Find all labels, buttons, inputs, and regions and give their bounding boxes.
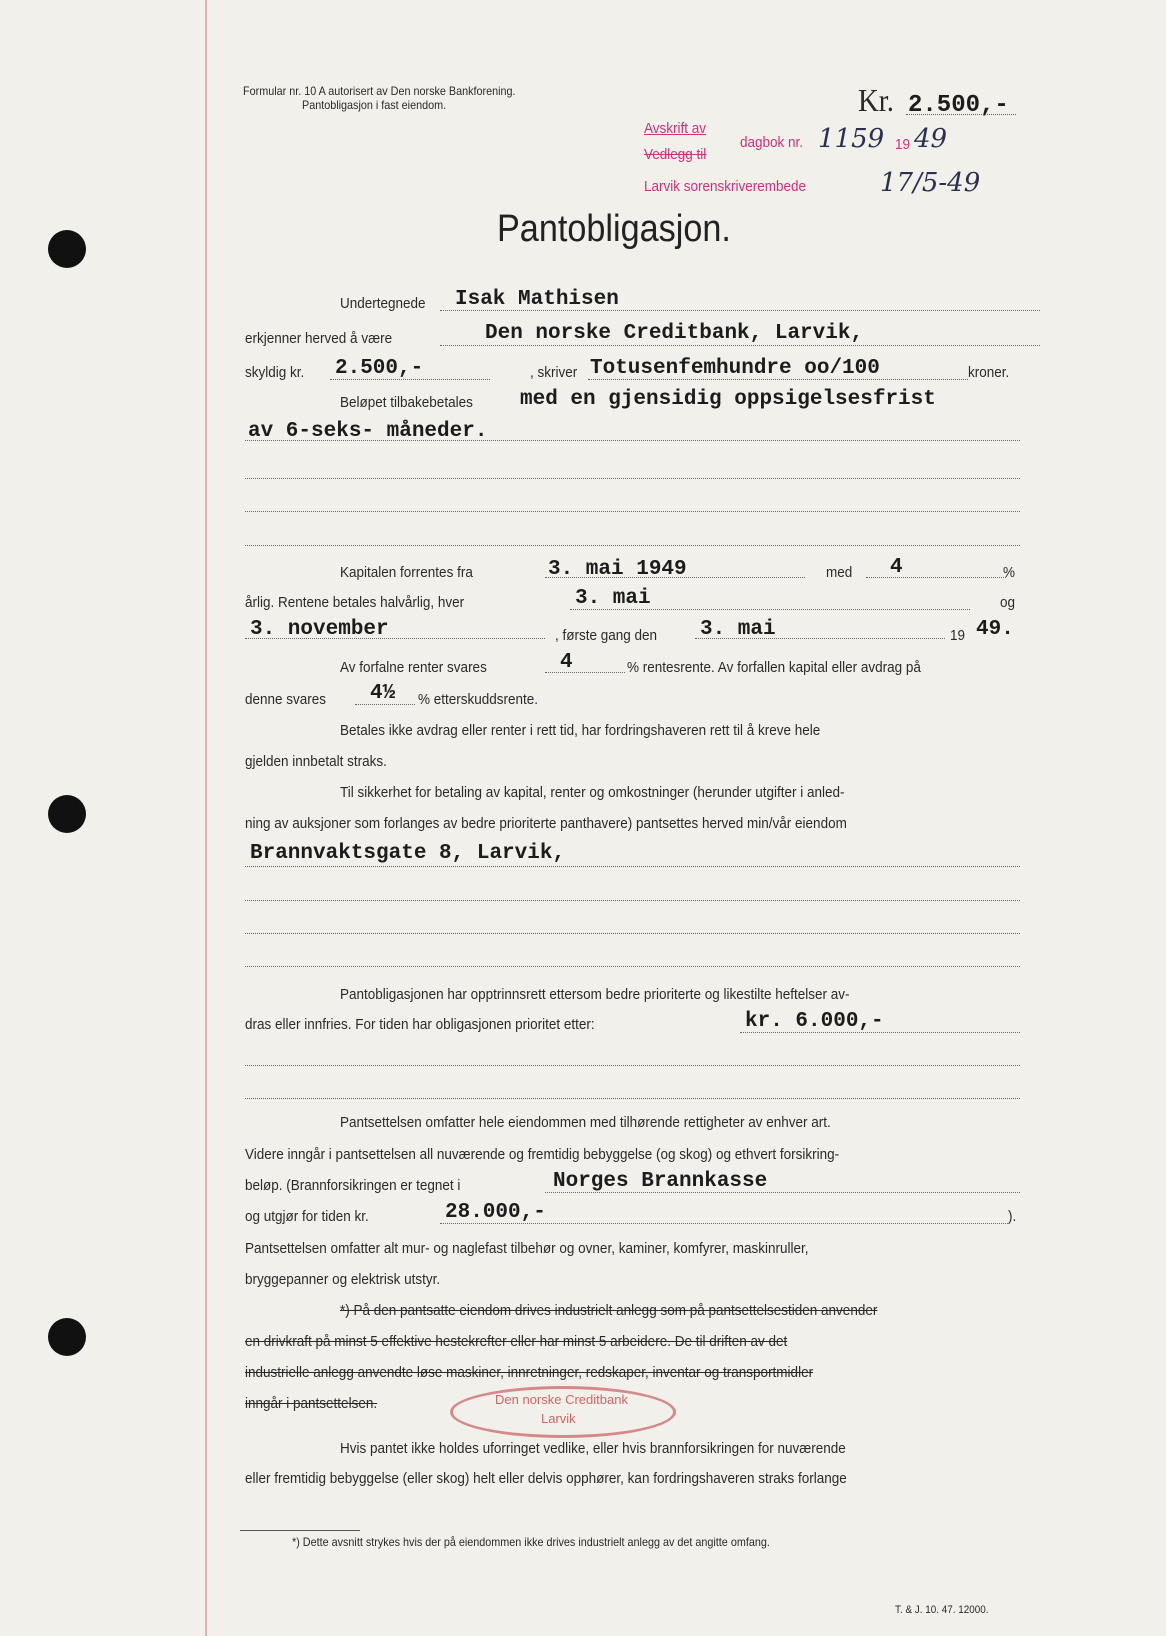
dotted-fill-line <box>740 1032 1020 1033</box>
form-text-betales-1: Betales ikke avdrag eller renter i rett tid, har fordringshaveren rett til å kreve hele <box>340 722 821 739</box>
typed-value-forste-year: 49. <box>976 618 1014 641</box>
dotted-fill-line <box>245 1098 1020 1099</box>
footnote: *) Dette avsnitt strykes hvis der på eiendommen ikke drives industrielt anlegg av det angitte omfang. <box>292 1535 770 1549</box>
form-line-1: Formular nr. 10 A autorisert av Den norske Bankforening. <box>243 84 516 98</box>
form-text-strike-4: inngår i pantsettelsen. <box>245 1395 378 1412</box>
form-text-forfalne-tail: % rentesrente. Av forfallen kapital eller avdrag på <box>627 659 921 676</box>
form-text-mur-1: Pantsettelsen omfatter alt mur- og naglefast tilbehør og ovner, kaminer, komfyrer, maskinruller, <box>245 1240 809 1257</box>
form-text-sikkerhet-1: Til sikkerhet for betaling av kapital, renter og omkostninger (herunder utgifter i anled- <box>340 784 845 801</box>
typed-value-hver: 3. mai <box>575 587 651 610</box>
dotted-fill-line <box>245 511 1020 512</box>
form-text-skriver-label: , skriver <box>530 364 578 381</box>
form-text-skyldig-label: skyldig kr. <box>245 364 305 381</box>
registration-date: 17/5-49 <box>880 168 981 198</box>
dotted-fill-line <box>245 933 1020 934</box>
typed-value-rente: 4 <box>890 556 903 579</box>
form-text-denne-label: denne svares <box>245 691 327 708</box>
office-label: Larvik sorenskriverembede <box>644 178 807 195</box>
dotted-fill-line <box>570 609 970 610</box>
form-text-forfalne-label: Av forfalne renter svares <box>340 659 487 676</box>
form-text-med-label: med <box>826 564 853 581</box>
typed-value-utgjor: 28.000,- <box>445 1201 546 1224</box>
dotted-fill-line <box>545 577 805 578</box>
form-text-omfatter-1: Pantsettelsen omfatter hele eiendommen med tilhørende rettigheter av enhver art. <box>340 1114 831 1131</box>
form-text-omfatter-2: Videre inngår i pantsettelsen all nuværende og fremtidig bebyggelse (og skog) og ethvert forsikring- <box>245 1146 840 1163</box>
dotted-fill-line <box>588 379 968 380</box>
dotted-fill-line <box>245 545 1020 546</box>
dotted-fill-line <box>440 345 1040 346</box>
form-text-hvis-2: eller fremtidig bebyggelse (eller skog) helt eller delvis opphører, kan fordringshaveren straks forlange <box>245 1470 847 1487</box>
dotted-fill-line <box>330 379 490 380</box>
form-text-pct: % <box>1003 564 1016 581</box>
typed-value-forste: 3. mai <box>700 618 776 641</box>
form-text-belopet-label: Beløpet tilbakebetales <box>340 394 473 411</box>
dotted-fill-line <box>866 577 1006 578</box>
dotted-fill-line <box>245 966 1020 967</box>
printer-mark: T. & J. 10. 47. 12000. <box>895 1604 989 1616</box>
form-text-close-paren: ). <box>1008 1208 1017 1225</box>
dotted-fill-line <box>545 672 625 673</box>
stamp-text: Larvik <box>541 1411 576 1426</box>
punch-hole <box>48 1318 86 1356</box>
form-text-kroner-label: kroner. <box>968 364 1010 381</box>
form-text-hvis-1: Hvis pantet ikke holdes uforringet vedlike, eller hvis brannforsikringen for nuværende <box>340 1440 846 1457</box>
typed-value-skriver: Totusenfemhundre oo/100 <box>590 357 880 380</box>
form-text-denne-tail: % etterskuddsrente. <box>418 691 539 708</box>
form-text-erkjenner-label: erkjenner herved å være <box>245 330 393 347</box>
kr-amount: 2.500,- <box>908 92 1009 119</box>
typed-value-belopet-1: med en gjensidig oppsigelsesfrist <box>520 388 936 411</box>
form-text-opprinn-1: Pantobligasjonen har opptrinnsrett ettersom bedre prioriterte og likestilte heftelser av- <box>340 986 850 1003</box>
form-text-nineteen: 19 <box>950 627 966 644</box>
dotted-fill-line <box>245 440 1020 441</box>
form-text-omfatter-3: beløp. (Brannforsikringen er tegnet i <box>245 1177 461 1194</box>
punch-hole <box>48 230 86 268</box>
dotted-fill-line <box>695 638 945 639</box>
form-text-sikkerhet-2: ning av auksjoner som forlanges av bedre prioriterte panthavere) pantsettes herved min/vår eiendom <box>245 815 847 832</box>
page-title: Pantobligasjon. <box>497 208 731 250</box>
avskrift-label: Avskrift av <box>644 120 707 137</box>
typed-value-kapital-fra: 3. mai 1949 <box>548 558 687 581</box>
stamp-text: Den norske Creditbank <box>495 1392 628 1407</box>
typed-value-undertegnede: Isak Mathisen <box>455 288 619 311</box>
vedlegg-label: Vedlegg til <box>644 146 707 163</box>
typed-value-denne: 4½ <box>370 682 396 705</box>
dagbok-year: 49 <box>914 124 948 154</box>
dagbok-label: dagbok nr. <box>740 134 804 151</box>
form-text-mur-2: bryggepanner og elektrisk utstyr. <box>245 1271 441 1288</box>
dotted-fill-line <box>545 1192 1020 1193</box>
dotted-fill-line <box>245 1065 1020 1066</box>
dotted-fill-line <box>245 900 1020 901</box>
form-text-strike-2: en drivkraft på minst 5 effektive hestekrefter eller har minst 5 arbeidere. De til driften av det <box>245 1333 788 1350</box>
typed-value-eiendom: Brannvaktsgate 8, Larvik, <box>250 842 566 865</box>
typed-value-creditor: Den norske Creditbank, Larvik, <box>485 322 864 345</box>
typed-value-november: 3. november <box>250 618 389 641</box>
form-text-forste-label: , første gang den <box>555 627 658 644</box>
dotted-fill-line <box>355 704 415 705</box>
dagbok-number: 1159 <box>818 124 885 154</box>
form-text-og-label: og <box>1000 594 1016 611</box>
typed-value-forfalne: 4 <box>560 651 573 674</box>
dotted-fill-line <box>440 310 1040 311</box>
year-prefix: 19 <box>895 136 911 153</box>
bank-stamp <box>450 1386 676 1438</box>
form-text-kapital-label: Kapitalen forrentes fra <box>340 564 473 581</box>
dotted-fill-line <box>245 866 1020 867</box>
form-text-opprinn-2: dras eller innfries. For tiden har obligasjonen prioritet etter: <box>245 1016 595 1033</box>
typed-value-skyldig: 2.500,- <box>335 357 424 380</box>
typed-value-belopet-2: av 6-seks- måneder. <box>248 420 488 443</box>
margin-line <box>205 0 207 1636</box>
form-text-strike-1: *) På den pantsatte eiendom drives industrielt anlegg som på pantsettelsestiden anvender <box>340 1302 878 1319</box>
punch-hole <box>48 795 86 833</box>
dotted-fill-line <box>245 478 1020 479</box>
form-line-2: Pantobligasjon i fast eiendom. <box>302 98 447 112</box>
form-text-undertegnede-label: Undertegnede <box>340 295 426 312</box>
typed-value-brannkasse: Norges Brannkasse <box>553 1170 768 1193</box>
form-text-betales-2: gjelden innbetalt straks. <box>245 753 387 770</box>
dotted-fill-line <box>440 1223 1008 1224</box>
dotted-fill-line <box>245 638 545 639</box>
kr-label: Kr. <box>858 82 894 118</box>
form-text-strike-3: industrielle anlegg anvendte løse maskiner, innretninger, redskaper, inventar og transportmidler <box>245 1364 814 1381</box>
form-text-utgjor-label: og utgjør for tiden kr. <box>245 1208 369 1225</box>
form-text-arlig-label: årlig. Rentene betales halvårlig, hver <box>245 594 465 611</box>
typed-value-prioritet: kr. 6.000,- <box>745 1010 884 1033</box>
